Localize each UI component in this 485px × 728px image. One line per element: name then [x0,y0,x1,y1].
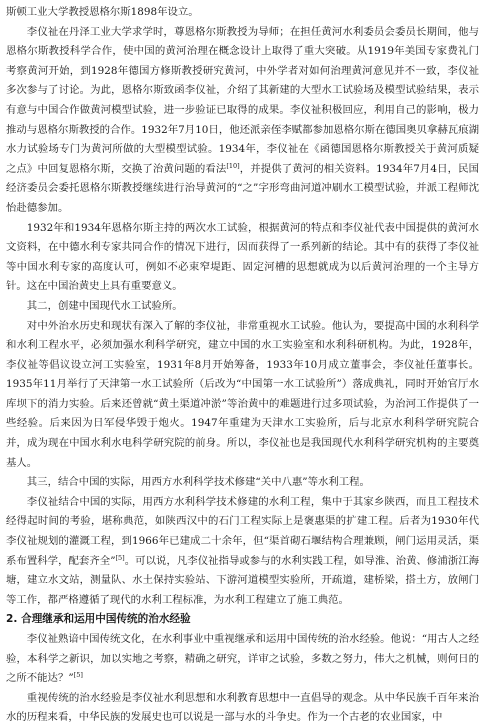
paragraph-text: 其二，创建中国现代水工试验所。 [26,299,183,312]
paragraph-text: 重视传统的治水经验是李仪祉水利思想和水利教育思想中一直倡导的观念。从中华民族千百年来治水的历程来看，中华民族的发展史也可以说是一部与水的斗争史。作为一个古老的农业国家，中 [6,691,479,724]
citation-marker: [5] [115,553,125,562]
paragraph-text: 其三，结合中国的实际，用西方水利科学技术修建“关中八惠”等水利工程。 [26,476,370,489]
paragraph-text: 李仪祉熟谙中国传统文化，在水利事业中重视继承和运用中国传统的治水经验。他说：“用古人之经验，本科学之新识，加以实地之考察，精确之研究，详审之试验，多数之努力，伟大之机械，则何日的之所不能达？” [6,633,479,685]
paragraph-hydraulic-lab [6,317,479,474]
paragraph-text: 1932年和1934年恩格尔斯主持的两次水工试验，根据黄河的特点和李仪祉代表中国提供的黄河水文资料，在中德水利专家共同合作的情况下进行，因而获得了一系列新的结论。其中有的获得了李仪祉等中国水利专家的高度认可，例如不必束窄堤距、固定河槽的思想就成为以后黄河治理的一个主导方针。这在中国治黄史上具有重要意义。 [6,221,479,293]
paragraph-text: 斯顿工业大学教授恩格尔斯1898年设立。 [6,6,199,18]
paragraph-point-two [6,297,479,317]
citation-marker: [10] [226,161,240,170]
section-heading [6,610,479,630]
citation-marker: [5] [73,671,83,680]
paragraph-shaanxi-projects [6,493,479,611]
paragraph-experiments-summary [6,219,479,297]
paragraph-tradition-quote [6,630,479,689]
paragraph-text: 李仪祉在丹泽工业大学求学时，尊恩格尔斯教授为导师；在担任黄河水利委员会委员长期间，他与恩格尔斯教授科学合作，使中国的黄河治理在概念设计上取得了重大突破。从1919年美国专家费礼门考察黄河开始，到1928年德国方修斯教授研究黄河，中外学者对如何治理黄河意见并不一致，李仪祉多次参与了讨论。为此，恩格尔斯致函李仪祉，介绍了其新建的大型水工试验场及模型试验结果，表示有意与中国合作做黄河模型试验，进一步验证已取得的成果。李仪祉积极回应，利用自己的影响，极力推动与恩格尔斯教授的合作。1932年7月10日，他还派亲侄李赋都参加恩格尔斯在德国奥贝拿赫瓦痕湖水力试验场专门为黄河所做的大型模型试验。1934年，李仪祉在《函德国恩格尔斯教授关于黄河质疑之点》中回复恩格尔斯，交换了治黄问题的看法 [6,25,479,175]
paragraph-tradition-history [6,689,479,728]
paragraph-text-tail: 。可以说，凡李仪祉指导或参与的水利实践工程，如导淮、治黄、修浦浙江海塘，建立水文站，测量队、水土保持实验站、下游河道模型实验所，开疏道，建桥梁，搭土方，放闸门等工作，都严格遵循了现代的水利工程标准，为水利工程建立了施工典范。 [6,554,480,606]
paragraph-text-tail: ，并提供了黄河的相关资料。1934年7月4日，民国经济委员会委托恩格尔斯教授继续进行治导黄河的“之”字形弯曲河道冲刷水工模型试验，并派工程师沈怡赴德参加。 [6,162,480,214]
paragraph-engels-cooperation [6,23,479,219]
section-title: 合理继承和运用中国传统的治水经验 [21,613,191,626]
paragraph-continued [6,3,479,23]
paragraph-point-three [6,473,479,493]
paragraph-text: 对中外治水历史和现状有深入了解的李仪祉，非常重视水工试验。他认为，要提高中国的水利科学和水利工程水平，必须加强水利科学研究，建立中国的水工实验室和水利科研机构。为此，1928年，李仪祉等倡议设立河工实验室，1931年8月开始筹备，1933年10月成立董事会，李仪祉任董事长。1935年11月举行了天津第一水工试验所（后改为“中国第一水工试验所”）落成典礼，同时开始官厅水库坝下的消力实验。后来还曾就“黄土渠道冲淤”等治黄中的难题进行过多项试验，为治河工作提供了一些经验。后来因为日军侵华毁于炮火。1947年重建为天津水工实验所，后与北京水利科学研究院合并，成为现在中国水利水电科学研究院的前身。所以，李仪祉也是我国现代水利科学研究机构的主要奠基人。 [6,319,479,469]
section-number: 2. [6,613,18,626]
paragraph-text: 李仪祉结合中国的实际，用西方水利科学技术修建的水利工程，集中于其家乡陕西，而且工程技术经得起时间的考验，堪称典范，如陕西汉中的石门工程实际上是褒惠渠的扩建工程。后者为1930年代李仪祉规划的灌溉工程，到1966年已建成二十余年，但“渠首砌石堰结构合理兼顾，闸门运用灵活，渠系布置科学，配套齐全” [6,495,479,567]
